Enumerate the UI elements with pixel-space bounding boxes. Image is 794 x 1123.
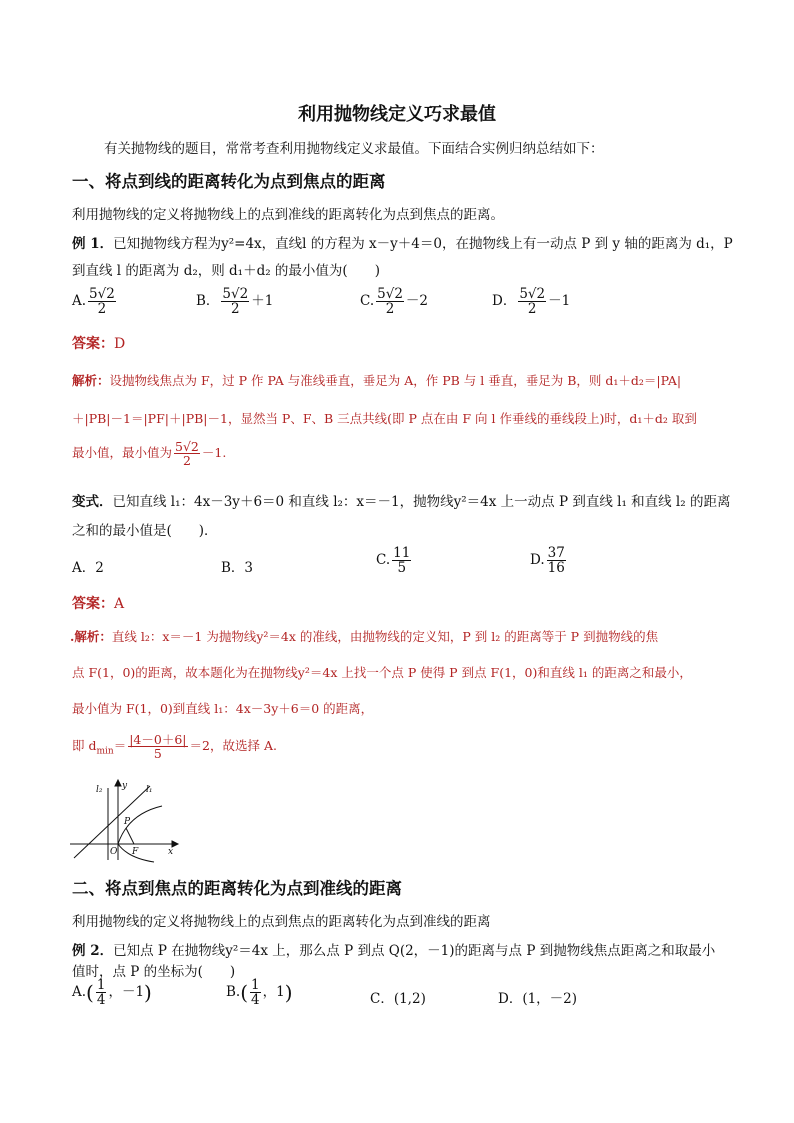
fraction-den: 4 — [251, 992, 260, 1009]
fraction-num: 11 — [393, 545, 411, 561]
fraction — [376, 287, 404, 316]
answer1 — [72, 333, 125, 353]
solution2-line2: 点 F(1，0)的距离，故本题化为在抛物线y²＝4x 上找一个点 P 使得 P 到点 F(1，0)和直线 l₁ 的距离之和最小， — [72, 665, 692, 680]
fraction-num: 1 — [96, 977, 106, 993]
label-l2: l₂ — [96, 785, 103, 795]
solution1-line3 — [72, 440, 226, 467]
example1-option-d — [492, 287, 570, 316]
label-o: O — [110, 847, 118, 857]
variant-option-d — [530, 546, 568, 575]
option-b-label: B. — [226, 984, 241, 1001]
answer-label: 答案： — [72, 336, 114, 352]
parabola-figure — [70, 778, 180, 863]
fraction-den: 2 — [97, 301, 107, 318]
solution2-line1 — [70, 627, 658, 645]
option-a-label: A. — [72, 293, 87, 310]
example2-option-a — [72, 978, 152, 1007]
example2-option-d: D．(1，－2) — [498, 991, 578, 1007]
label-p: P — [124, 817, 131, 827]
solution1-tail: －1. — [201, 445, 227, 461]
solution-label: 解析： — [72, 373, 110, 388]
label-x: x — [168, 847, 174, 857]
paren-left: ( — [86, 980, 94, 1005]
option-a-tail: ，－1 — [108, 984, 145, 1001]
answer-label: 答案： — [72, 596, 114, 612]
fraction-num: 5√2 — [519, 286, 546, 302]
section2-heading: 二、将点到焦点的距离转化为点到准线的距离 — [72, 879, 402, 898]
solution1-line1 — [72, 371, 681, 389]
page-title: 利用抛物线定义巧求最值 — [298, 104, 496, 125]
example2-label: 例 2． — [72, 943, 114, 959]
paren-left: ( — [240, 980, 249, 1005]
variant-line2: 之和的最小值是( )． — [72, 523, 218, 539]
example2-line2: 值时，点 P 的坐标为( ) — [72, 964, 236, 980]
paren-right: ) — [284, 980, 293, 1005]
answer2 — [72, 593, 124, 613]
option-b-tail: ＋1 — [251, 293, 274, 310]
option-a-label: A. — [72, 984, 87, 1001]
solution2-text-1: 直线 l₂：x＝－1 为抛物线y²＝4x 的准线，由抛物线的定义知，P 到 l₂ 的距离等于 P 到抛物线的焦 — [111, 629, 659, 644]
fraction-den: 4 — [96, 992, 106, 1009]
fraction — [221, 287, 249, 316]
example1-line1 — [72, 232, 733, 252]
fraction — [128, 733, 187, 760]
option-d-label: D. — [530, 552, 545, 569]
example2-stem-1: 已知点 P 在抛物线y²＝4x 上，那么点 P 到点 Q(2，－1)的距离与点 P 到抛物线焦点距离之和取最小 — [113, 943, 716, 959]
dmin-sub: min — [96, 746, 114, 757]
variant-label: 变式． — [72, 494, 113, 510]
example1-option-a — [72, 287, 118, 316]
example2-option-b — [226, 978, 293, 1007]
fraction-num: 37 — [547, 545, 565, 561]
answer-value: D — [114, 336, 126, 352]
solution2-line3: 最小值为 F(1，0)到直线 l₁：4x－3y＋6＝0 的距离， — [72, 701, 374, 716]
y-axis-arrow — [115, 780, 121, 786]
fraction-den: 16 — [547, 560, 565, 577]
fraction-num: 5√2 — [175, 439, 199, 454]
variant-line1 — [72, 490, 730, 510]
label-y: y — [122, 781, 128, 791]
fraction-den: 5 — [397, 560, 407, 577]
fraction — [518, 287, 546, 316]
section2-desc: 利用抛物线的定义将抛物线上的点到焦点的距离转化为点到准线的距离 — [72, 914, 491, 930]
intro-text: 有关抛物线的题目，常常考查利用抛物线定义求最值。下面结合实例归纳总结如下： — [104, 141, 604, 157]
variant-option-a: A．2 — [72, 560, 104, 576]
solution1-line2: ＋|PB|－1＝|PF|＋|PB|－1，显然当 P、F、B 三点共线(即 P 点在由 F 向 l 作垂线的垂线段上)时，d₁＋d₂ 取到 — [72, 411, 697, 426]
fraction-num: 5√2 — [89, 286, 115, 302]
option-c-label: C. — [376, 552, 391, 569]
answer-value: A — [114, 596, 125, 612]
option-b-label: B． — [196, 293, 220, 310]
fraction-num: 1 — [251, 977, 260, 993]
section1-heading: 一、将点到线的距离转化为点到焦点的距离 — [72, 172, 386, 191]
fraction — [392, 546, 411, 575]
option-b-tail: ，1 — [262, 984, 285, 1001]
example1-option-c — [360, 287, 428, 316]
solution1-text-1: 设抛物线焦点为 F，过 P 作 PA 与准线垂直，垂足为 A，作 PB 与 l 垂直，垂足为 B，则 d₁＋d₂＝|PA| — [109, 373, 682, 388]
segment-pf — [126, 828, 134, 844]
fraction — [96, 978, 107, 1007]
option-c-tail: －2 — [405, 293, 429, 310]
fraction-num: 5√2 — [377, 286, 403, 302]
example1-option-b — [196, 287, 273, 316]
fraction-num: 5√2 — [222, 286, 249, 302]
solution-label: .解析： — [70, 629, 112, 644]
paren-right: ) — [144, 980, 152, 1005]
label-l1: l₁ — [146, 785, 153, 795]
fraction — [547, 546, 566, 575]
example1-line2: 到直线 l 的距离为 d₂，则 d₁＋d₂ 的最小值为( ) — [72, 263, 380, 279]
solution2-line4 — [72, 733, 277, 760]
example2-option-c: C．(1,2) — [370, 991, 426, 1007]
option-d-label: D． — [492, 293, 517, 310]
example1-label: 例 1． — [72, 236, 114, 252]
fraction-num: |4－0＋6| — [129, 732, 187, 747]
fraction — [174, 440, 200, 467]
variant-stem-1: 已知直线 l₁：4x－3y＋6＝0 和直线 l₂：x＝－1，抛物线y²＝4x 上一动点 P 到直线 l₁ 和直线 l₂ 的距离 — [112, 494, 731, 510]
fraction-den: 2 — [182, 453, 191, 469]
equals: ＝ — [113, 738, 127, 754]
parabola-curve — [118, 806, 162, 862]
solution1-text-3: 最小值，最小值为 — [72, 445, 173, 461]
solution2-tail: ＝2，故选择 A. — [189, 738, 277, 754]
variant-option-b: B．3 — [221, 560, 254, 576]
fraction-den: 2 — [527, 301, 537, 318]
label-f: F — [132, 847, 139, 857]
section1-desc: 利用抛物线的定义将抛物线上的点到准线的距离转化为点到焦点的距离。 — [72, 207, 504, 223]
fraction — [88, 287, 116, 316]
variant-option-c — [376, 546, 413, 575]
option-c-label: C. — [360, 293, 375, 310]
fraction-den: 2 — [385, 301, 395, 318]
dmin-label: 即 d — [72, 738, 97, 754]
fraction-den: 2 — [231, 301, 240, 318]
option-d-tail: －1 — [548, 293, 571, 310]
fraction — [250, 978, 261, 1007]
example2-line1 — [72, 939, 715, 959]
example1-stem-1: 已知抛物线方程为y²=4x，直线l 的方程为 x－y＋4＝0，在抛物线上有一动点 P 到 y 轴的距离为 d₁，P — [113, 236, 733, 252]
fraction-den: 5 — [153, 746, 162, 762]
